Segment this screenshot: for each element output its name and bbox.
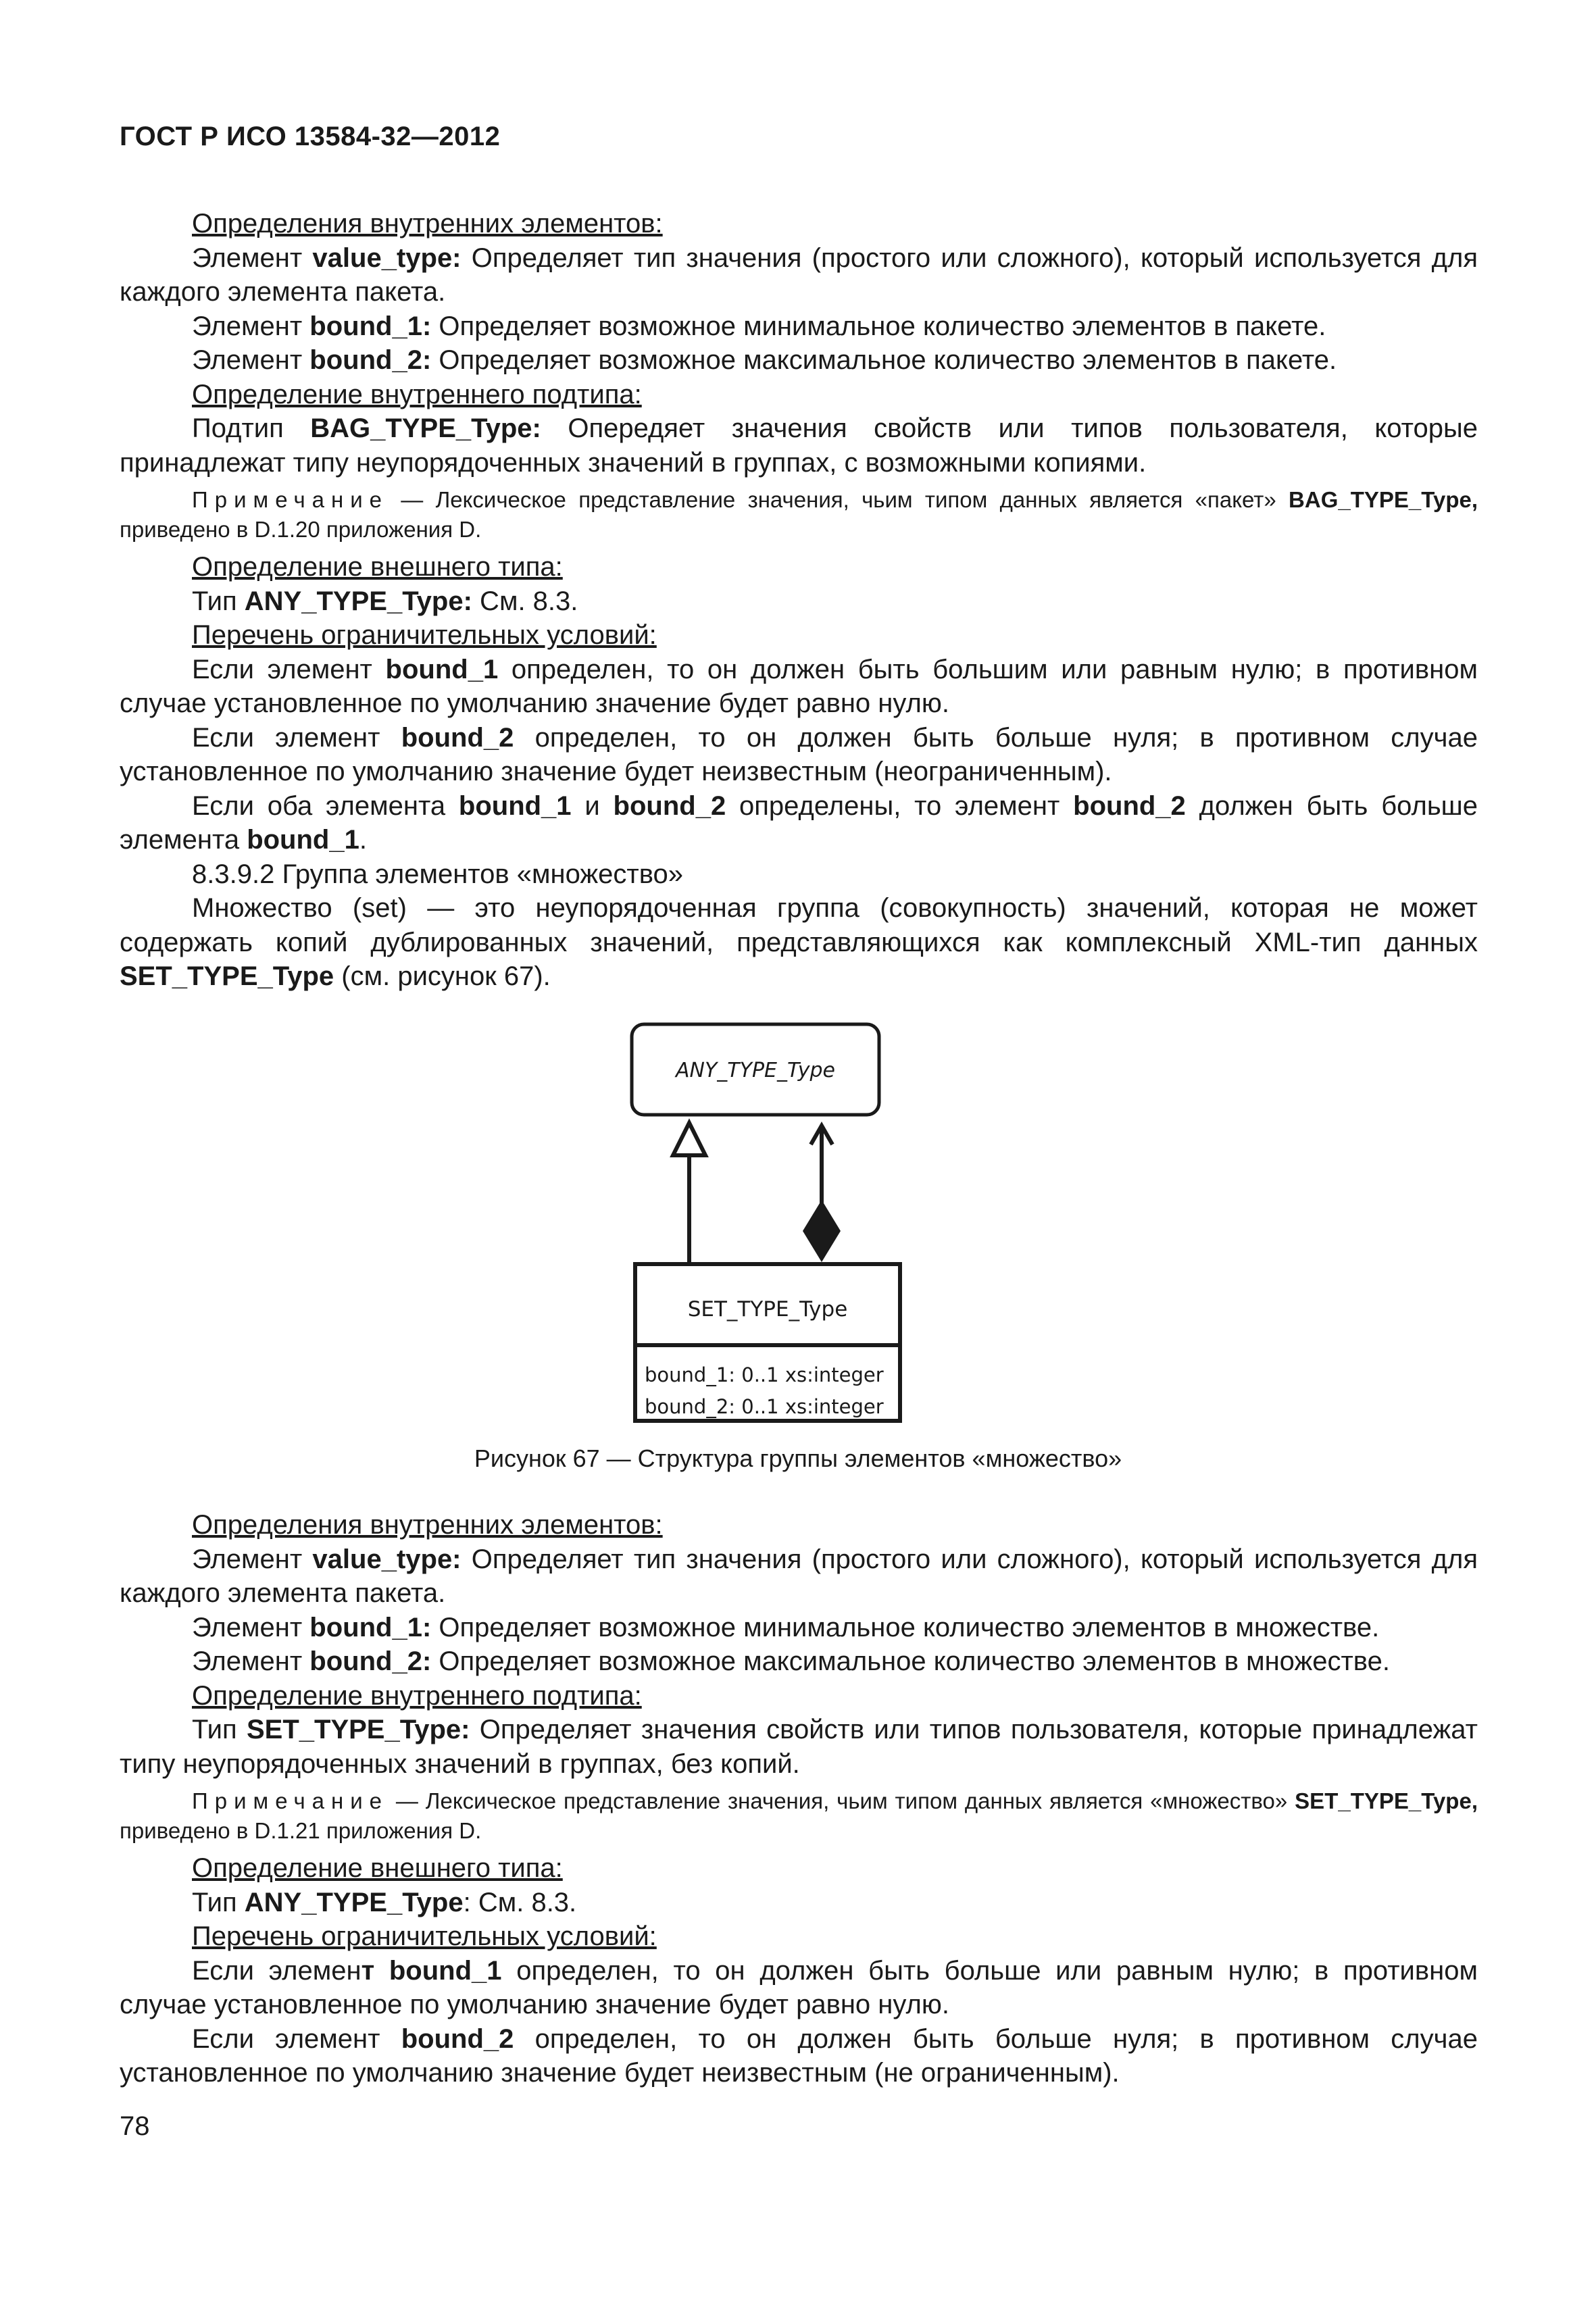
class-attribute: bound_1: 0..1 xs:integer bbox=[645, 1363, 884, 1386]
class-name: SET_TYPE_Type bbox=[687, 1297, 848, 1322]
section-label: Определение внешнего типа: bbox=[192, 1853, 563, 1883]
page-number: 78 bbox=[120, 2111, 150, 2141]
paragraph: Если элемент bound_1 определен, то он должен быть больше или равным нулю; в противном случае установленное по умолчанию значение будет равно нулю. bbox=[120, 1955, 1478, 2019]
paragraph: Если элемент bound_1 определен, то он должен быть большим или равным нулю; в противном случае установленное по умолчанию значение будет равно нулю. bbox=[120, 654, 1478, 718]
section-label: Определения внутренних элементов: bbox=[192, 209, 663, 238]
section-label: Определение внутреннего подтипа: bbox=[192, 379, 642, 409]
section-label: Определения внутренних элементов: bbox=[192, 1510, 663, 1540]
note: Примечание — Лексическое представление значения, чьим типом данных является «пакет» BAG_TYPE_Type, приведено в D.1.20 приложения D. bbox=[120, 487, 1478, 542]
paragraph: Тип SET_TYPE_Type: Определяет значения свойств или типов пользователя, которые принадлежат типу неупорядоченных значений в группах, без копий. bbox=[120, 1715, 1478, 1779]
generalization-arrowhead bbox=[673, 1123, 705, 1155]
paragraph: Элемент value_type: Определяет тип значения (простого или сложного), который используется для каждого элемента пакета. bbox=[120, 1544, 1478, 1608]
document-header: ГОСТ Р ИСО 13584-32—2012 bbox=[120, 122, 501, 151]
paragraph: Элемент value_type: Определяет тип значения (простого или сложного), который используется для каждого элемента пакета. bbox=[120, 243, 1478, 307]
figure-caption: Рисунок 67 — Структура группы элементов «множество» bbox=[474, 1444, 1122, 1472]
paragraph: Множество (set) — это неупорядоченная группа (совокупность) значений, которая не может содержать копий дублированных значений, представляющихся как комплексный XML-тип данных SET_TYPE_Type (см. рисунок 67). bbox=[120, 893, 1478, 991]
note: Примечание — Лексическое представление значения, чьим типом данных является «множество» SET_TYPE_Type, приведено в D.1.21 приложения D. bbox=[120, 1788, 1478, 1843]
paragraph: Если элемент bound_2 определен, то он должен быть больше нуля; в противном случае установленное по умолчанию значение будет неизвестным (не ограниченным). bbox=[120, 2023, 1478, 2088]
paragraph: Если оба элемента bound_1 и bound_2 определены, то элемент bound_2 должен быть больше элемента bound_1. bbox=[120, 790, 1478, 855]
paragraph: Элемент bound_1: Определяет возможное минимальное количество элементов в множестве. bbox=[192, 1612, 1380, 1642]
paragraph: Элемент bound_1: Определяет возможное минимальное количество элементов в пакете. bbox=[192, 311, 1326, 341]
composition-diamond bbox=[803, 1200, 841, 1262]
paragraph: Элемент bound_2: Определяет возможное максимальное количество элементов в пакете. bbox=[192, 345, 1337, 375]
class-attribute: bound_2: 0..1 xs:integer bbox=[645, 1395, 884, 1418]
text-block-2 bbox=[120, 1508, 1478, 2090]
paragraph: Тип ANY_TYPE_Type: См. 8.3. bbox=[192, 586, 578, 616]
paragraph: Элемент bound_2: Определяет возможное максимальное количество элементов в множестве. bbox=[192, 1646, 1390, 1676]
text-block-1 bbox=[120, 207, 1478, 994]
section-label: Определение внутреннего подтипа: bbox=[192, 1680, 642, 1711]
uml-diagram bbox=[628, 1020, 912, 1426]
section-heading: 8.3.9.2 Группа элементов «множество» bbox=[192, 859, 684, 889]
section-label: Перечень ограничительных условий: bbox=[192, 1921, 657, 1951]
section-label: Определение внешнего типа: bbox=[192, 552, 563, 582]
paragraph: Тип ANY_TYPE_Type: См. 8.3. bbox=[192, 1887, 577, 1917]
paragraph: Подтип BAG_TYPE_Type: Опередяет значения свойств или типов пользователя, которые принадлежат типу неупорядоченных значений в группах, с возможными копиями. bbox=[120, 413, 1478, 478]
parent-class-name: ANY_TYPE_Type bbox=[676, 1059, 835, 1082]
paragraph: Если элемент bound_2 определен, то он должен быть больше нуля; в противном случае установленное по умолчанию значение будет неизвестным (неограниченным). bbox=[120, 722, 1478, 786]
section-label: Перечень ограничительных условий: bbox=[192, 620, 657, 650]
